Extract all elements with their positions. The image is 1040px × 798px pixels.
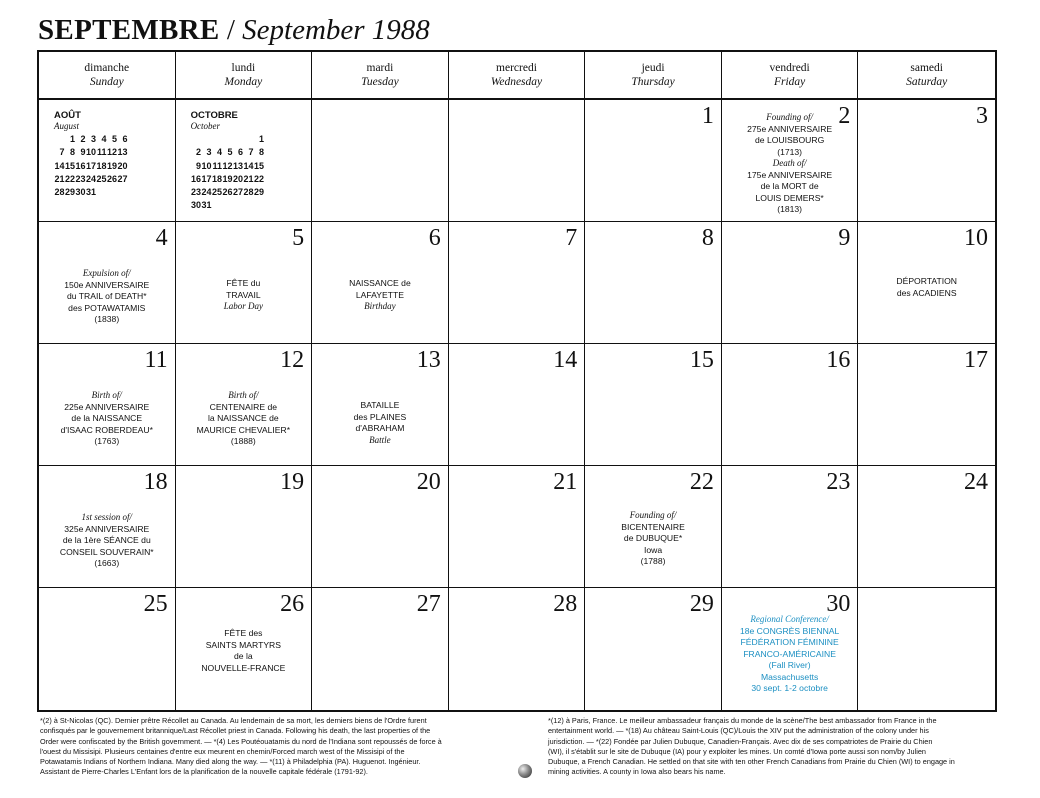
mini-calendar-day: 10	[201, 160, 212, 171]
mini-calendar-day: 13	[117, 147, 128, 158]
event-line: Founding of/	[766, 112, 813, 122]
event-line: Iowa	[643, 544, 663, 555]
mini-calendar-day: 23	[75, 173, 86, 184]
mini-calendar-day: 11	[96, 147, 107, 158]
day-number: 25	[143, 591, 168, 617]
weekday-header-friday	[722, 52, 859, 100]
calendar-grid	[37, 50, 997, 712]
event-line: 225e ANNIVERSAIRE	[64, 401, 150, 412]
day-cell-26	[176, 588, 313, 710]
day-cell-2	[722, 100, 859, 222]
weekday-en: Thursday	[631, 76, 675, 88]
mini-calendar-day	[212, 133, 223, 146]
day-number: 30	[826, 591, 851, 617]
footnote-line: confisqués par le gouvernement britannique/Last Récollet priest in Canada. Following his death, the last properties of the	[40, 726, 431, 736]
day-number: 11	[144, 347, 168, 373]
mini-calendar-day: 10	[85, 147, 96, 158]
day-cell-27	[312, 588, 449, 710]
day-event-13	[318, 400, 442, 446]
day-number: 21	[553, 469, 578, 495]
mini-calendar-week	[191, 146, 265, 159]
mini-calendar-day: 21	[54, 173, 65, 184]
weekday-fr: lundi	[231, 62, 256, 74]
day-number: 17	[963, 347, 988, 373]
day-number: 10	[963, 225, 988, 251]
day-event-22	[591, 510, 715, 568]
event-line: d'ISAAC ROBERDEAU*	[60, 424, 153, 435]
day-cell-18	[39, 466, 176, 588]
day-event-2	[728, 112, 852, 216]
mini-calendar-day: 3	[206, 147, 212, 158]
mini-calendar-august	[54, 110, 128, 199]
day-number: 20	[416, 469, 441, 495]
event-line: LOUIS DEMERS*	[755, 192, 824, 203]
mini-calendar-day: 11	[212, 160, 223, 171]
day-cell-4	[39, 222, 176, 344]
mini-calendar-day: 22	[254, 173, 265, 184]
day-event-12	[182, 390, 306, 448]
weekday-header-monday	[176, 52, 313, 100]
event-line: NOUVELLE-FRANCE	[201, 662, 286, 673]
event-line: LAFAYETTE	[355, 289, 404, 300]
weekday-header-wednesday	[449, 52, 586, 100]
event-line: SAINTS MARTYRS	[205, 639, 281, 650]
mini-calendar-week	[191, 199, 265, 212]
mini-calendar-day: 14	[243, 160, 254, 171]
mini-calendar-day: 8	[69, 147, 75, 158]
mini-calendar-day	[233, 133, 244, 146]
day-number: 8	[701, 225, 714, 251]
day-event-26	[182, 628, 306, 674]
weekday-en: Tuesday	[361, 76, 399, 88]
weekday-fr: dimanche	[84, 62, 130, 74]
event-line: de la	[234, 651, 253, 661]
mini-calendar-day: 20	[233, 173, 244, 184]
mini-calendar-week	[54, 160, 128, 173]
mini-calendar-day	[254, 199, 265, 212]
event-line: (1813)	[777, 204, 803, 214]
day-number: 15	[689, 347, 714, 373]
mini-calendar-day: 12	[222, 160, 233, 171]
day-cell-14	[449, 344, 586, 466]
title-french: SEPTEMBRE	[38, 14, 220, 46]
event-line: Labor Day	[223, 301, 263, 311]
day-number: 2	[838, 103, 851, 129]
day-number: 16	[826, 347, 851, 373]
day-number: 14	[553, 347, 578, 373]
mini-calendar-day: 27	[233, 187, 244, 198]
day-number: 6	[428, 225, 441, 251]
event-line: des POTAWATAMIS	[68, 302, 146, 313]
event-line: Birth of/	[91, 390, 122, 400]
day-number: 24	[963, 469, 988, 495]
mini-calendar-day: 14	[54, 160, 65, 171]
weekday-en: Saturday	[906, 76, 948, 88]
mini-calendar-week	[54, 133, 128, 146]
mini-calendar-day	[222, 133, 233, 146]
event-line: de DUBUQUE*	[623, 533, 683, 543]
mini-calendar-table	[54, 133, 128, 199]
footnote-line: Assistant de Pierre-Charles L'Enfant lors de la planification de la nouvelle capitale fédérale (1791-92).	[40, 767, 368, 777]
mini-calendar-day: 31	[85, 187, 96, 198]
footnote-line: *(2) à St-Nicolas (QC). Dernier prêtre Récollet au Canada. Au lendemain de sa mort, les derniers biens de l'Ordre furent	[40, 716, 427, 725]
event-line: Battle	[369, 434, 391, 445]
empty-day-cell	[858, 588, 995, 710]
weekday-header-thursday	[585, 52, 722, 100]
mini-calendar-day: 17	[85, 160, 96, 171]
weekday-header-saturday	[858, 52, 995, 100]
event-line: (1838)	[94, 314, 120, 324]
day-cell-23	[722, 466, 859, 588]
mini-calendar-day: 7	[248, 147, 254, 158]
footnote-line: (WI), il s'établit sur le site de Dubuque (IA) pour y exploiter les mines. Un comté d'Iowa porte aussi son nom/by Julien	[548, 746, 926, 756]
day-number: 22	[689, 469, 714, 495]
day-event-4	[45, 268, 169, 326]
mini-calendar-day: 5	[111, 134, 117, 144]
mini-calendar-week	[54, 186, 128, 199]
event-line: du TRAIL of DEATH*	[66, 291, 147, 301]
mini-calendar-day: 16	[75, 160, 86, 171]
day-cell-6	[312, 222, 449, 344]
day-number: 23	[826, 469, 851, 495]
day-cell-29	[585, 588, 722, 710]
day-cell-24	[858, 466, 995, 588]
mini-calendar-week	[54, 146, 128, 159]
event-line: 1st session of/	[81, 512, 133, 522]
footnotes-right	[548, 716, 955, 778]
day-cell-8	[585, 222, 722, 344]
day-number: 1	[701, 103, 714, 129]
event-line: FÉDÉRATION FÉMININE	[740, 637, 839, 647]
event-line: MAURICE CHEVALIER*	[196, 424, 291, 435]
footnote-line: *(12) à Paris, France. Le meilleur ambassadeur français du monde de la scène/The best ambassador from France in the	[548, 716, 937, 725]
mini-calendar-title: OCTOBRE	[190, 110, 238, 121]
empty-day-cell	[312, 100, 449, 222]
event-line: 175e ANNIVERSAIRE	[747, 169, 833, 180]
event-line: (1888)	[230, 436, 256, 446]
day-number: 9	[838, 225, 851, 251]
footnote-line: entertainment world. — *(18) Au château Saint-Louis (QC)/Louis the XIV put the administration of the colony under his	[548, 726, 929, 736]
footnote-line: Potawatamis Indians of Northern Indiana. Many died along the way. — *(11) à Philadelphia (PA). Huguenot. Ingénieur.	[40, 757, 421, 767]
mini-calendar-day: 26	[222, 187, 233, 198]
day-cell-5	[176, 222, 313, 344]
day-number: 12	[280, 347, 305, 373]
title-separator: /	[226, 14, 235, 46]
event-line: Regional Conference/	[750, 614, 829, 624]
weekday-header-sunday	[39, 52, 176, 100]
day-cell-22	[585, 466, 722, 588]
day-event-6	[318, 278, 442, 313]
footnote-line: mining activities. A county in Iowa also bears his name.	[548, 767, 726, 777]
event-line: Expulsion of/	[82, 268, 131, 278]
mini-calendar-day: 7	[59, 147, 65, 158]
event-line: de la 1ère SÉANCE du	[62, 535, 151, 545]
mini-calendar-day	[117, 186, 128, 199]
mini-calendar-day	[222, 199, 233, 212]
event-line: DÉPORTATION	[896, 276, 958, 286]
day-cell-21	[449, 466, 586, 588]
mini-calendar-title: AOÛT	[54, 110, 81, 121]
event-line: d'ABRAHAM	[355, 423, 405, 433]
mini-calendar-day: 20	[117, 160, 128, 171]
mini-calendar-day	[243, 199, 254, 212]
mini-calendar-day: 26	[106, 173, 117, 184]
footnote-line: l'ouest du Missisipi. Plusieurs centaines d'entre eux meurent en chemin/Forced march west of the Missisipi of the	[40, 746, 405, 756]
day-number: 26	[280, 591, 305, 617]
day-cell-3	[858, 100, 995, 222]
event-line: CONSEIL SOUVERAIN*	[59, 546, 154, 557]
mini-calendar-day: 5	[227, 147, 233, 158]
day-number: 28	[553, 591, 578, 617]
page-title	[38, 14, 430, 47]
weekday-en: Sunday	[89, 76, 124, 88]
mini-calendar-day: 21	[243, 173, 254, 184]
mini-calendar-week	[191, 160, 265, 173]
mini-calendar-day: 17	[201, 173, 212, 184]
event-line: BICENTENAIRE	[621, 521, 685, 532]
mini-calendar-day: 28	[243, 187, 254, 198]
event-line: Birthday	[364, 301, 396, 311]
event-line: (1663)	[94, 558, 120, 568]
event-line: TRAVAIL	[226, 289, 261, 300]
mini-calendar-day: 3	[90, 134, 96, 144]
mini-calendar-day	[233, 199, 244, 212]
event-line: Birth of/	[228, 390, 259, 400]
mini-calendar-day: 19	[106, 160, 117, 171]
event-line: (Fall River)	[768, 660, 811, 670]
mini-calendar-day: 23	[191, 187, 202, 198]
footnote-line: jurisdiction. — *(22) Fondée par Julien Dubuque, Canadien-Français. Avec dix de ses compatriotes de Prairie du Chien	[548, 736, 933, 746]
event-line: des ACADIENS	[896, 287, 957, 298]
mini-calendar-day	[201, 133, 212, 146]
mini-calendar-day: 27	[117, 173, 128, 184]
event-line: 30 sept. 1-2 octobre	[751, 683, 828, 693]
mini-calendar-day: 13	[233, 160, 244, 171]
day-cell-30	[722, 588, 859, 710]
event-line: FRANCO-AMÉRICAINE	[743, 648, 836, 659]
mini-calendar-day: 30	[191, 200, 202, 211]
event-line: Massachusetts	[760, 671, 819, 682]
event-line: (1713)	[777, 146, 803, 157]
day-cell-1	[585, 100, 722, 222]
mini-calendar-day: 6	[238, 147, 244, 158]
mini-calendar-day: 22	[64, 173, 75, 184]
day-cell-25	[39, 588, 176, 710]
event-line: FÊTE des	[224, 628, 263, 638]
mini-calendar-day: 18	[212, 173, 223, 184]
weekday-fr: jeudi	[641, 62, 665, 74]
day-number: 19	[280, 469, 305, 495]
day-cell-13	[312, 344, 449, 466]
day-event-30	[728, 614, 852, 695]
day-cell-20	[312, 466, 449, 588]
day-number: 3	[975, 103, 988, 129]
event-line: (1788)	[640, 556, 666, 566]
footnotes-left	[40, 716, 442, 778]
weekday-en: Wednesday	[490, 76, 543, 88]
mini-calendar-table	[191, 133, 265, 213]
event-line: de la MORT de	[760, 181, 819, 191]
mini-calendar-october	[191, 110, 265, 213]
mini-calendar-day: 2	[80, 134, 86, 144]
event-line: des PLAINES	[353, 411, 407, 422]
mini-calendar-day	[191, 133, 202, 146]
event-line: Death of/	[772, 158, 807, 168]
event-line: de la NAISSANCE	[71, 413, 143, 423]
mini-calendar-week	[54, 173, 128, 186]
event-line: FÊTE du	[226, 278, 261, 288]
day-number: 18	[143, 469, 168, 495]
empty-day-cell	[449, 100, 586, 222]
mini-calendar-october-cell	[176, 100, 313, 222]
day-event-11	[45, 390, 169, 448]
footnote-line: Order were confiscated by the British government. — *(4) Les Poutéouatamis du nord de l'Indiana sont repoussés de force à	[40, 736, 442, 746]
day-number: 4	[155, 225, 168, 251]
mini-calendar-day: 4	[101, 134, 107, 144]
mini-calendar-day: 1	[259, 134, 265, 144]
day-event-10	[864, 276, 989, 299]
day-cell-11	[39, 344, 176, 466]
mini-calendar-week	[191, 186, 265, 199]
mini-calendar-day: 15	[64, 160, 75, 171]
day-cell-28	[449, 588, 586, 710]
mini-calendar-day: 8	[259, 147, 265, 158]
weekday-en: Monday	[224, 76, 263, 88]
day-number: 5	[292, 225, 305, 251]
event-line: 18e CONGRÈS BIENNAL	[739, 625, 840, 636]
event-line: (1763)	[94, 436, 120, 446]
mini-calendar-day: 18	[96, 160, 107, 171]
mini-calendar-day: 28	[54, 187, 65, 198]
mini-calendar-week	[191, 173, 265, 186]
mini-calendar-subtitle: October	[190, 121, 221, 131]
event-line: CENTENAIRE de	[209, 401, 278, 412]
mini-calendar-august-cell	[39, 100, 176, 222]
day-event-18	[45, 512, 169, 570]
mini-calendar-day: 24	[85, 173, 96, 184]
event-line: 150e ANNIVERSAIRE	[64, 279, 150, 290]
mini-calendar-day: 16	[191, 173, 202, 184]
weekday-fr: vendredi	[769, 62, 810, 74]
weekday-fr: samedi	[910, 62, 943, 74]
mini-calendar-day: 15	[254, 160, 265, 171]
mini-calendar-day	[107, 186, 118, 199]
event-line: Founding of/	[629, 510, 677, 520]
binder-hole-icon	[518, 764, 532, 778]
mini-calendar-day: 2	[196, 147, 202, 158]
mini-calendar-day: 19	[222, 173, 233, 184]
mini-calendar-day	[54, 133, 65, 146]
mini-calendar-day: 24	[201, 187, 212, 198]
mini-calendar-day	[96, 186, 107, 199]
day-cell-9	[722, 222, 859, 344]
day-cell-7	[449, 222, 586, 344]
mini-calendar-day: 29	[254, 187, 265, 198]
mini-calendar-day	[212, 199, 223, 212]
day-number: 29	[689, 591, 714, 617]
event-line: la NAISSANCE de	[208, 413, 279, 423]
day-event-5	[182, 278, 306, 313]
mini-calendar-day: 12	[106, 147, 117, 158]
day-number: 13	[416, 347, 441, 373]
event-line: 325e ANNIVERSAIRE	[64, 523, 150, 534]
mini-calendar-day: 25	[212, 187, 223, 198]
day-cell-17	[858, 344, 995, 466]
day-cell-15	[585, 344, 722, 466]
footnote-line: Dubuque, a French Canadian. He settled on that site with ten other French Canadians from Prairie du Chien (WI) to engage in	[548, 757, 955, 767]
mini-calendar-day: 30	[75, 187, 86, 198]
mini-calendar-day: 25	[96, 173, 107, 184]
event-line: NAISSANCE de	[349, 278, 411, 288]
mini-calendar-week	[191, 133, 265, 146]
day-number: 27	[416, 591, 441, 617]
mini-calendar-day: 29	[64, 187, 75, 198]
day-cell-19	[176, 466, 313, 588]
weekday-fr: mardi	[366, 62, 394, 74]
mini-calendar-day: 4	[217, 147, 223, 158]
mini-calendar-day: 1	[69, 134, 75, 144]
event-line: BATAILLE	[360, 400, 400, 410]
day-cell-16	[722, 344, 859, 466]
mini-calendar-day: 6	[122, 134, 128, 144]
day-cell-10	[858, 222, 995, 344]
day-cell-12	[176, 344, 313, 466]
weekday-fr: mercredi	[496, 62, 537, 74]
mini-calendar-day	[243, 133, 254, 146]
mini-calendar-day: 9	[196, 160, 202, 171]
event-line: de LOUISBOURG	[755, 135, 825, 145]
event-line: 275e ANNIVERSAIRE	[747, 123, 833, 134]
weekday-en: Friday	[773, 76, 806, 88]
mini-calendar-day: 31	[201, 200, 212, 211]
mini-calendar-day: 9	[80, 147, 86, 158]
weekday-header-tuesday	[312, 52, 449, 100]
title-english: September 1988	[242, 14, 430, 46]
mini-calendar-subtitle: August	[54, 121, 80, 131]
day-number: 7	[565, 225, 578, 251]
